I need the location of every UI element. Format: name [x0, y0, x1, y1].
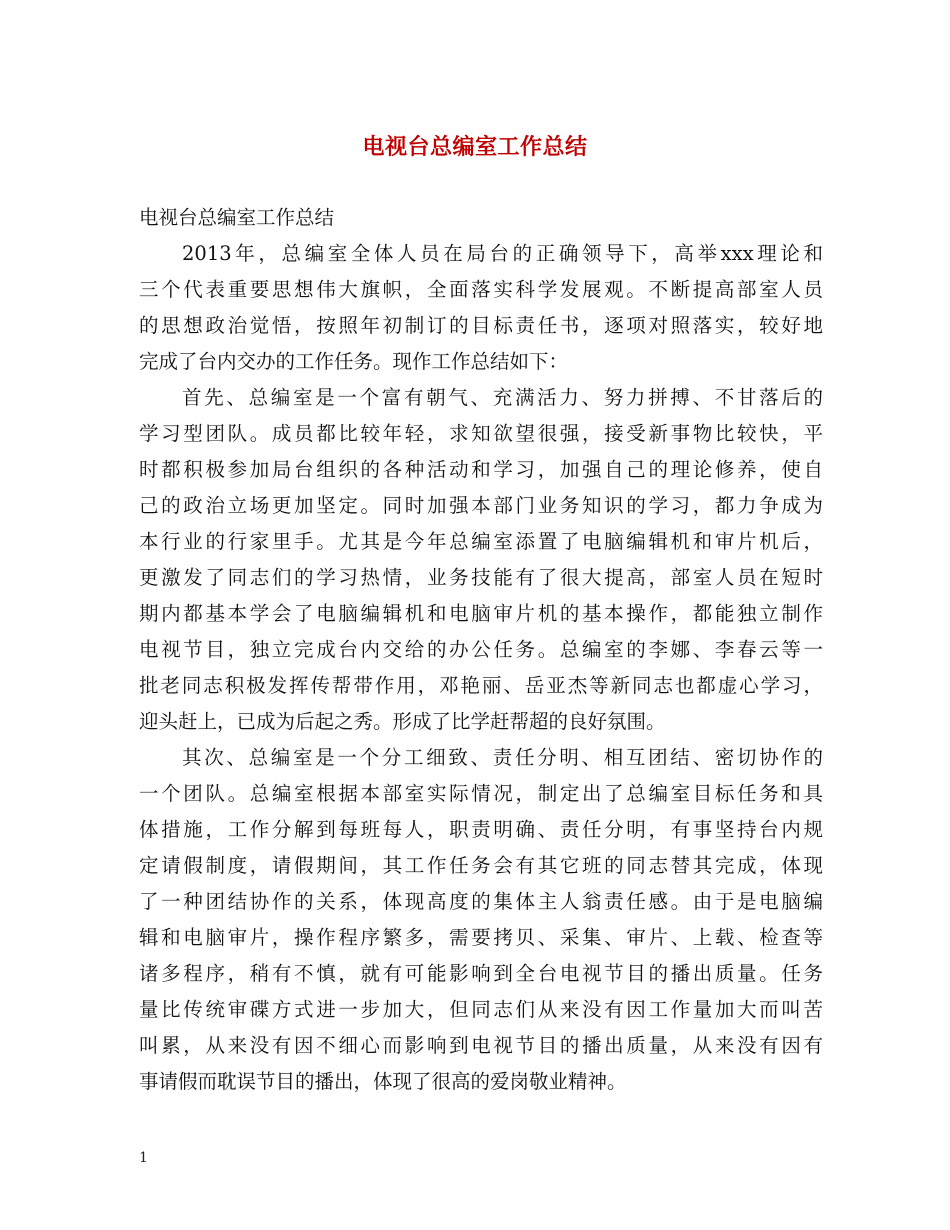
- page-number: 1: [139, 1150, 148, 1166]
- text-line: 定请假制度，请假期间，其工作任务会有其它班的同志替其完成，体现: [139, 854, 823, 877]
- text-line: 诸多程序，稍有不慎，就有可能影响到全台电视节目的播出质量。任务: [139, 962, 823, 985]
- text-line: 己的政治立场更加坚定。同时加强本部门业务知识的学习，都力争成为: [139, 494, 823, 517]
- text-line: 量比传统审碟方式进一步加大，但同志们从来没有因工作量加大而叫苦: [139, 998, 823, 1021]
- text-line: 迎头赶上，已成为后起之秀。形成了比学赶帮超的良好氛围。: [139, 710, 666, 733]
- text-line: 期内都基本学会了电脑编辑机和电脑审片机的基本操作，都能独立制作: [139, 602, 823, 625]
- text-line: 体措施，工作分解到每班每人，职责明确、责任分明，有事坚持台内规: [139, 818, 823, 841]
- text-line: 辑和电脑审片，操作程序繁多，需要拷贝、采集、审片、上载、检查等: [139, 926, 823, 949]
- paragraph-3: [139, 740, 823, 1100]
- text-line: 学习型团队。成员都比较年轻，求知欲望很强，接受新事物比较快，平: [139, 422, 823, 445]
- text-line: 首先、总编室是一个富有朝气、充满活力、努力拼搏、不甘落后的: [182, 386, 823, 409]
- text-line: 本行业的行家里手。尤其是今年总编室添置了电脑编辑机和审片机后，: [139, 530, 823, 553]
- text-line: 三个代表重要思想伟大旗帜，全面落实科学发展观。不断提高部室人员: [139, 278, 823, 301]
- text-line: 批老同志积极发挥传帮带作用，邓艳丽、岳亚杰等新同志也都虚心学习，: [139, 674, 823, 697]
- text-line: 叫累，从来没有因不细心而影响到电视节目的播出质量，从来没有因有: [139, 1034, 823, 1057]
- text-line: 完成了台内交办的工作任务。现作工作总结如下：: [139, 350, 569, 373]
- paragraph-2: [139, 380, 823, 740]
- text-line: 时都积极参加局台组织的各种活动和学习，加强自己的理论修养，使自: [139, 458, 823, 481]
- text-line: 其次、总编室是一个分工细致、责任分明、相互团结、密切协作的: [182, 746, 823, 769]
- document-subtitle: 电视台总编室工作总结: [139, 206, 335, 229]
- text-line: 电视节目，独立完成台内交给的办公任务。总编室的李娜、李春云等一: [139, 638, 823, 661]
- paragraph-1: [139, 236, 823, 380]
- text-line: 事请假而耽误节目的播出，体现了很高的爱岗敬业精神。: [139, 1070, 627, 1093]
- text-line: 更激发了同志们的学习热情，业务技能有了很大提高，部室人员在短时: [139, 566, 823, 589]
- text-line: 2013年，总编室全体人员在局台的正确领导下，高举xxx理论和: [182, 242, 823, 265]
- text-line: 一个团队。总编室根据本部室实际情况，制定出了总编室目标任务和具: [139, 782, 823, 805]
- text-line: 的思想政治觉悟，按照年初制订的目标责任书，逐项对照落实，较好地: [139, 314, 823, 337]
- text-line: 了一种团结协作的关系，体现高度的集体主人翁责任感。由于是电脑编: [139, 890, 823, 913]
- document-title: 电视台总编室工作总结: [362, 135, 588, 160]
- document-body: [139, 200, 823, 1100]
